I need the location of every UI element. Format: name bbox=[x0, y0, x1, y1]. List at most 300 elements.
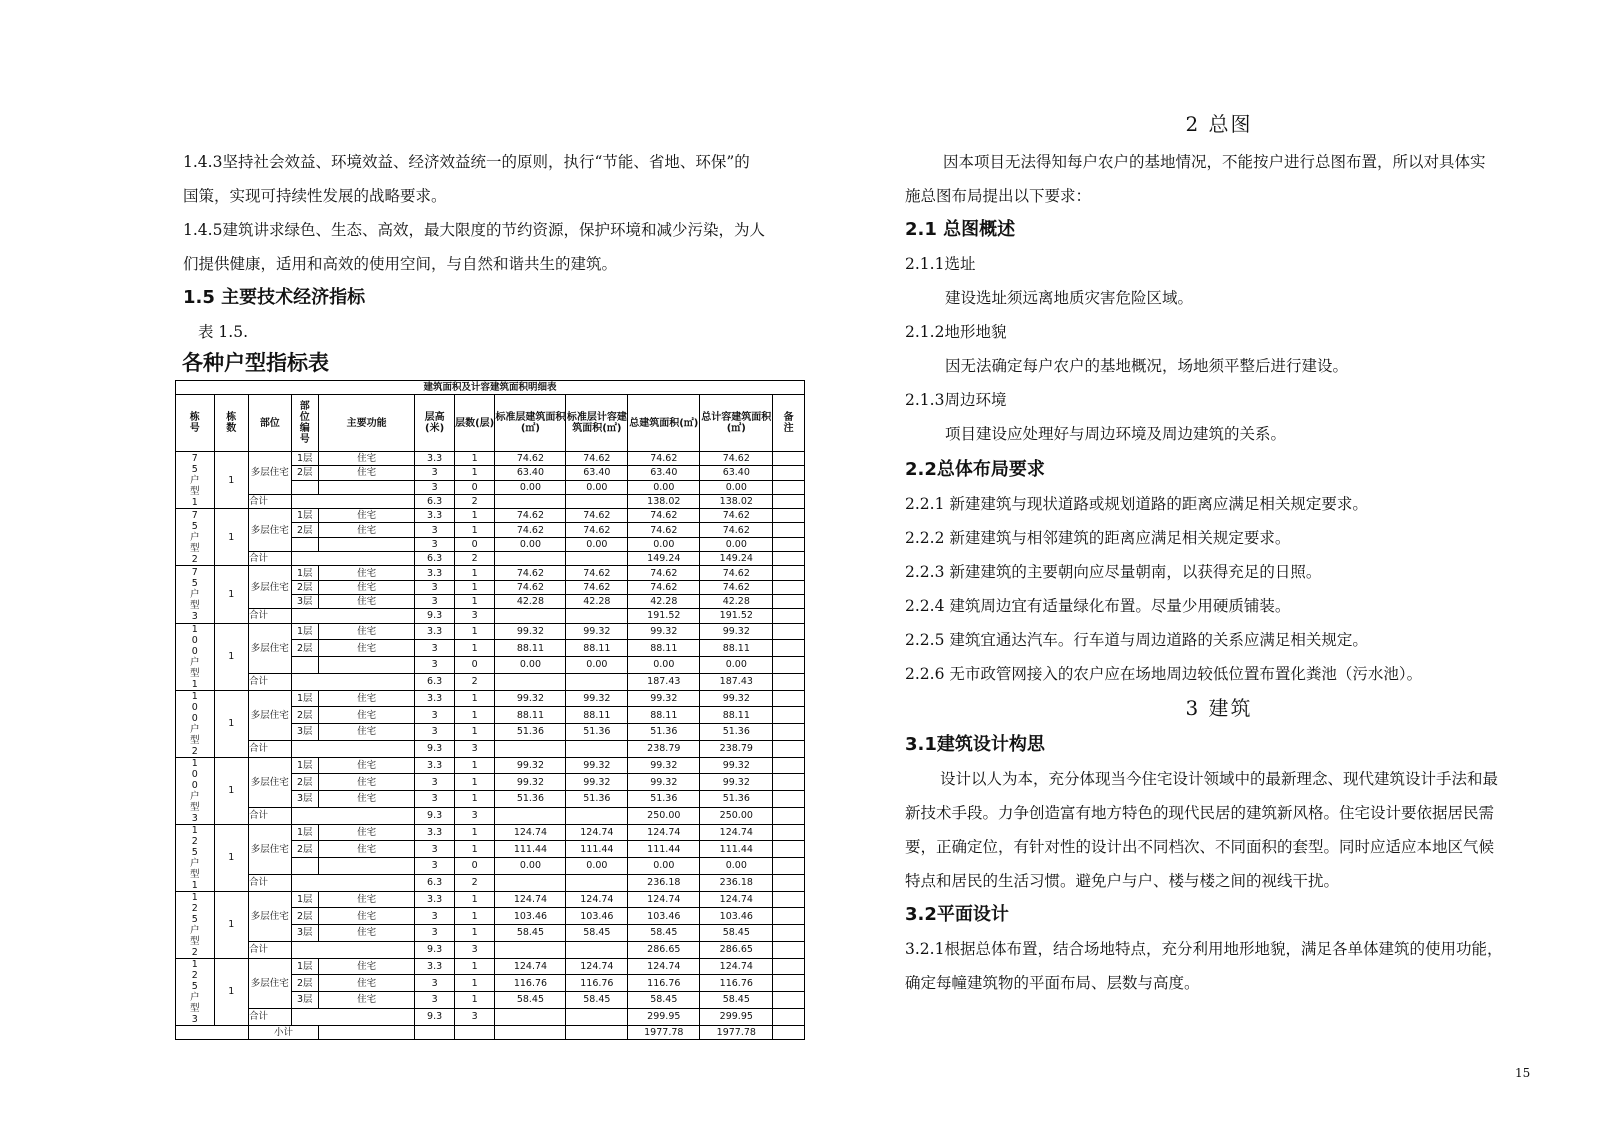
table-cell: 111.44 bbox=[700, 841, 773, 858]
table-cell: 99.32 bbox=[700, 774, 773, 791]
table-cell: 103.46 bbox=[495, 908, 566, 925]
part-cell: 多层住宅 bbox=[249, 509, 292, 552]
table-cell: 74.62 bbox=[700, 452, 773, 466]
table-cell: 58.45 bbox=[566, 925, 628, 942]
table-cell: 88.11 bbox=[495, 640, 566, 657]
table-cell: 1 bbox=[454, 824, 495, 841]
unit-count-cell: 1 bbox=[214, 690, 248, 757]
table-cell: 住宅 bbox=[318, 925, 414, 942]
table-cell: 2层 bbox=[291, 707, 318, 724]
requirement-2-2-3: 2.2.3 新建建筑的主要朝向应尽量朝南，以获得充足的日照。 bbox=[905, 563, 1322, 581]
table-cell: 299.95 bbox=[628, 1008, 700, 1025]
table-cell: 51.36 bbox=[566, 791, 628, 808]
table-header-cell: 标准层计容建筑面积(㎡) bbox=[566, 395, 628, 452]
table-cell: 74.62 bbox=[628, 523, 700, 537]
table-header-cell: 总建筑面积(㎡) bbox=[628, 395, 700, 452]
table-cell: 124.74 bbox=[566, 958, 628, 975]
table-cell bbox=[773, 958, 805, 975]
unit-count-cell: 1 bbox=[214, 891, 248, 958]
table-cell: 0.00 bbox=[566, 858, 628, 875]
table-cell: 1 bbox=[454, 509, 495, 523]
unit-count-cell: 1 bbox=[214, 623, 248, 690]
subsection-2-1-2-text: 因无法确定每户农户的基地概况，场地须平整后进行建设。 bbox=[945, 357, 1349, 375]
table-cell: 3 bbox=[415, 791, 455, 808]
table-cell bbox=[318, 858, 414, 875]
table-header-cell: 部位编号 bbox=[291, 395, 318, 452]
table-cell: 2 bbox=[454, 552, 495, 566]
table-cell bbox=[291, 1008, 415, 1025]
table-cell: 2层 bbox=[291, 466, 318, 480]
table-cell: 111.44 bbox=[566, 841, 628, 858]
table-cell: 2层 bbox=[291, 975, 318, 992]
table-cell: 58.45 bbox=[700, 925, 773, 942]
subsection-2-1-1: 2.1.1选址 bbox=[905, 255, 976, 273]
table-cell: 3.3 bbox=[415, 757, 455, 774]
table-cell bbox=[495, 673, 566, 690]
unit-type-cell: 75户型2 bbox=[176, 509, 215, 566]
table-cell: 74.62 bbox=[495, 566, 566, 580]
para-3-2-line2: 确定每幢建筑物的平面布局、层数与高度。 bbox=[905, 974, 1200, 992]
table-cell bbox=[566, 552, 628, 566]
table-cell bbox=[773, 452, 805, 466]
table-cell: 74.62 bbox=[566, 452, 628, 466]
table-cell bbox=[773, 1025, 805, 1039]
subsection-2-1-2: 2.1.2地形地貌 bbox=[905, 323, 1007, 341]
table-cell bbox=[495, 740, 566, 757]
total-label-cell: 合计 bbox=[249, 673, 292, 690]
section-heading-2-1: 2.1 总图概述 bbox=[905, 219, 1016, 240]
table-cell: 住宅 bbox=[318, 690, 414, 707]
intro-line1: 因本项目无法得知每户农户的基地情况，不能按户进行总图布置，所以对具体实 bbox=[943, 153, 1486, 171]
section-heading-3-1: 3.1建筑设计构思 bbox=[905, 734, 1045, 755]
table-cell bbox=[773, 609, 805, 623]
table-cell bbox=[415, 1025, 455, 1039]
subtotal-capacity-cell: 1977.78 bbox=[700, 1025, 773, 1039]
paragraph-1-4-3-line2: 国策，实现可持续性发展的战略要求。 bbox=[183, 187, 447, 205]
table-cell: 74.62 bbox=[566, 566, 628, 580]
table-cell bbox=[773, 1008, 805, 1025]
table-cell bbox=[566, 941, 628, 958]
table-cell: 3 bbox=[454, 1008, 495, 1025]
table-cell: 1 bbox=[454, 523, 495, 537]
table-cell: 42.28 bbox=[495, 594, 566, 608]
table-cell bbox=[773, 594, 805, 608]
table-cell: 63.40 bbox=[700, 466, 773, 480]
table-cell: 0.00 bbox=[495, 657, 566, 674]
table-header-cell: 栋号 bbox=[176, 395, 215, 452]
total-label-cell: 合计 bbox=[249, 494, 292, 508]
table-header-cell: 栋数 bbox=[214, 395, 248, 452]
table-cell bbox=[291, 941, 415, 958]
part-cell: 多层住宅 bbox=[249, 891, 292, 941]
table-cell bbox=[773, 724, 805, 741]
table-cell bbox=[291, 552, 415, 566]
page-number: 15 bbox=[1515, 1066, 1531, 1080]
unit-type-cell: 125户型2 bbox=[176, 891, 215, 958]
table-cell: 124.74 bbox=[495, 824, 566, 841]
table-row bbox=[176, 452, 805, 466]
part-cell: 多层住宅 bbox=[249, 757, 292, 807]
total-label-cell: 合计 bbox=[249, 807, 292, 824]
table-cell bbox=[773, 657, 805, 674]
table-cell bbox=[495, 494, 566, 508]
table-cell bbox=[773, 791, 805, 808]
table-cell bbox=[291, 858, 318, 875]
table-cell: 74.62 bbox=[700, 566, 773, 580]
table-cell bbox=[773, 740, 805, 757]
table-cell: 1 bbox=[454, 640, 495, 657]
table-cell: 6.3 bbox=[415, 673, 455, 690]
table-cell: 1 bbox=[454, 757, 495, 774]
table-cell: 3 bbox=[415, 841, 455, 858]
table-cell: 1 bbox=[454, 992, 495, 1009]
table-cell: 238.79 bbox=[628, 740, 700, 757]
table-cell bbox=[291, 874, 415, 891]
table-cell: 74.62 bbox=[628, 580, 700, 594]
table-cell: 111.44 bbox=[495, 841, 566, 858]
total-label-cell: 合计 bbox=[249, 941, 292, 958]
table-cell: 住宅 bbox=[318, 757, 414, 774]
unit-type-cell: 100户型2 bbox=[176, 690, 215, 757]
table-cell: 236.18 bbox=[700, 874, 773, 891]
table-cell: 124.74 bbox=[495, 958, 566, 975]
table-cell: 3 bbox=[415, 724, 455, 741]
table-cell bbox=[566, 807, 628, 824]
para-3-1-line1: 设计以人为本，充分体现当今住宅设计领域中的最新理念、现代建筑设计手法和最 bbox=[940, 770, 1499, 788]
table-row bbox=[176, 958, 805, 975]
table-cell: 250.00 bbox=[628, 807, 700, 824]
table-cell: 51.36 bbox=[628, 791, 700, 808]
table-cell: 1 bbox=[454, 452, 495, 466]
table-row bbox=[176, 824, 805, 841]
table-cell: 3 bbox=[415, 858, 455, 875]
table-body bbox=[176, 452, 805, 1040]
table-cell: 3 bbox=[415, 657, 455, 674]
table-cell bbox=[291, 609, 415, 623]
table-cell: 3.3 bbox=[415, 452, 455, 466]
table-cell: 99.32 bbox=[495, 690, 566, 707]
table-cell: 124.74 bbox=[628, 958, 700, 975]
table-cell: 74.62 bbox=[700, 523, 773, 537]
table-cell: 286.65 bbox=[628, 941, 700, 958]
table-cell: 99.32 bbox=[566, 690, 628, 707]
table-cell: 0.00 bbox=[495, 858, 566, 875]
table-cell bbox=[291, 537, 318, 551]
table-cell bbox=[773, 925, 805, 942]
table-cell: 1 bbox=[454, 958, 495, 975]
table-cell: 3.3 bbox=[415, 824, 455, 841]
table-cell: 6.3 bbox=[415, 552, 455, 566]
part-cell: 多层住宅 bbox=[249, 958, 292, 1008]
table-cell: 111.44 bbox=[628, 841, 700, 858]
table-cell bbox=[291, 740, 415, 757]
table-cell bbox=[773, 640, 805, 657]
unit-type-cell: 125户型3 bbox=[176, 958, 215, 1025]
table-row bbox=[176, 891, 805, 908]
table-cell: 3层 bbox=[291, 594, 318, 608]
table-cell: 124.74 bbox=[566, 824, 628, 841]
table-cell bbox=[176, 1025, 249, 1039]
table-cell: 3 bbox=[415, 908, 455, 925]
table-header-row bbox=[176, 395, 805, 452]
paragraph-1-4-3-line1: 1.4.3坚持社会效益、环境效益、经济效益统一的原则，执行“节能、省地、环保”的 bbox=[183, 153, 750, 171]
table-cell: 0 bbox=[454, 858, 495, 875]
requirement-2-2-4: 2.2.4 建筑周边宜有适量绿化布置。尽量少用硬质铺装。 bbox=[905, 597, 1291, 615]
table-cell bbox=[291, 673, 415, 690]
table-cell: 74.62 bbox=[628, 566, 700, 580]
table-row-total bbox=[176, 874, 805, 891]
table-cell: 3 bbox=[415, 580, 455, 594]
table-cell bbox=[495, 552, 566, 566]
table-cell: 1层 bbox=[291, 566, 318, 580]
table-row-total bbox=[176, 740, 805, 757]
table-cell: 住宅 bbox=[318, 640, 414, 657]
table-cell: 51.36 bbox=[495, 791, 566, 808]
table-cell: 149.24 bbox=[700, 552, 773, 566]
table-header-cell: 备注 bbox=[773, 395, 805, 452]
table-row-total bbox=[176, 609, 805, 623]
table-cell: 99.32 bbox=[628, 774, 700, 791]
table-cell: 187.43 bbox=[628, 673, 700, 690]
table-cell: 0.00 bbox=[628, 657, 700, 674]
table-cell: 0.00 bbox=[495, 480, 566, 494]
table-row-total bbox=[176, 807, 805, 824]
table-cell: 3层 bbox=[291, 992, 318, 1009]
para-3-2-line1: 3.2.1根据总体布置，结合场地特点，充分利用地形地貌，满足各单体建筑的使用功能， bbox=[905, 940, 1503, 958]
table-cell: 住宅 bbox=[318, 958, 414, 975]
table-cell bbox=[495, 1025, 566, 1039]
table-cell: 74.62 bbox=[566, 509, 628, 523]
table-cell: 1 bbox=[454, 623, 495, 640]
table-cell: 1 bbox=[454, 466, 495, 480]
table-cell: 236.18 bbox=[628, 874, 700, 891]
requirement-2-2-5: 2.2.5 建筑宜通达汽车。行车道与周边道路的关系应满足相关规定。 bbox=[905, 631, 1368, 649]
table-row-total bbox=[176, 941, 805, 958]
unit-type-cell: 75户型1 bbox=[176, 452, 215, 509]
para-3-1-line2: 新技术手段。力争创造富有地方特色的现代民居的建筑新风格。住宅设计要依据居民需 bbox=[905, 804, 1495, 822]
unit-count-cell: 1 bbox=[214, 452, 248, 509]
paragraph-1-4-5-line1: 1.4.5建筑讲求绿色、生态、高效，最大限度的节约资源，保护环境和减少污染，为人 bbox=[183, 221, 765, 239]
table-header-cell: 主要功能 bbox=[318, 395, 414, 452]
section-heading-3-2: 3.2平面设计 bbox=[905, 904, 1009, 925]
table-cell: 住宅 bbox=[318, 594, 414, 608]
table-cell: 住宅 bbox=[318, 566, 414, 580]
table-cell: 住宅 bbox=[318, 824, 414, 841]
table-cell: 116.76 bbox=[495, 975, 566, 992]
table-cell: 88.11 bbox=[700, 640, 773, 657]
table-cell bbox=[318, 480, 414, 494]
table-cell: 住宅 bbox=[318, 791, 414, 808]
table-cell: 住宅 bbox=[318, 509, 414, 523]
table-cell bbox=[773, 690, 805, 707]
table-cell: 124.74 bbox=[700, 824, 773, 841]
table-row-total bbox=[176, 552, 805, 566]
table-cell: 3 bbox=[454, 941, 495, 958]
requirement-2-2-1: 2.2.1 新建建筑与现状道路或规划道路的距离应满足相关规定要求。 bbox=[905, 495, 1368, 513]
table-cell: 51.36 bbox=[700, 724, 773, 741]
table-cell: 124.74 bbox=[700, 891, 773, 908]
table-cell: 74.62 bbox=[495, 580, 566, 594]
table-cell: 2 bbox=[454, 494, 495, 508]
table-cell: 3层 bbox=[291, 925, 318, 942]
table-header-cell: 层高(米) bbox=[415, 395, 455, 452]
table-cell: 3 bbox=[415, 594, 455, 608]
table-cell: 99.32 bbox=[495, 623, 566, 640]
part-cell: 多层住宅 bbox=[249, 452, 292, 495]
table-cell: 9.3 bbox=[415, 740, 455, 757]
table-cell: 58.45 bbox=[495, 925, 566, 942]
table-cell: 1 bbox=[454, 841, 495, 858]
table-row bbox=[176, 623, 805, 640]
table-cell: 149.24 bbox=[628, 552, 700, 566]
table-cell: 124.74 bbox=[700, 958, 773, 975]
subsection-2-1-3-text: 项目建设应处理好与周边环境及周边建筑的关系。 bbox=[945, 425, 1287, 443]
table-cell bbox=[291, 657, 318, 674]
table-cell: 99.32 bbox=[566, 774, 628, 791]
table-cell: 3 bbox=[415, 925, 455, 942]
table-cell: 1 bbox=[454, 690, 495, 707]
unit-count-cell: 1 bbox=[214, 509, 248, 566]
table-cell: 6.3 bbox=[415, 494, 455, 508]
table-cell: 3 bbox=[415, 975, 455, 992]
chapter-heading-2: 2 总图 bbox=[1185, 112, 1253, 136]
table-cell bbox=[773, 537, 805, 551]
table-cell: 138.02 bbox=[700, 494, 773, 508]
table-cell: 1 bbox=[454, 925, 495, 942]
table-header-cell: 标准层建筑面积(㎡) bbox=[495, 395, 566, 452]
table-cell bbox=[773, 975, 805, 992]
table-cell: 3 bbox=[415, 537, 455, 551]
table-cell: 9.3 bbox=[415, 941, 455, 958]
table-cell: 1 bbox=[454, 908, 495, 925]
table-cell: 住宅 bbox=[318, 975, 414, 992]
table-cell: 124.74 bbox=[628, 891, 700, 908]
table-cell: 88.11 bbox=[566, 640, 628, 657]
table-cell: 99.32 bbox=[700, 690, 773, 707]
table-caption: 建筑面积及计容建筑面积明细表 bbox=[176, 381, 805, 395]
table-cell: 3 bbox=[454, 609, 495, 623]
table-cell bbox=[495, 1008, 566, 1025]
table-cell: 1层 bbox=[291, 958, 318, 975]
subtotal-label-cell: 小计 bbox=[249, 1025, 319, 1039]
table-cell: 0.00 bbox=[628, 858, 700, 875]
table-cell bbox=[495, 874, 566, 891]
table-cell: 0.00 bbox=[566, 657, 628, 674]
table-cell: 住宅 bbox=[318, 623, 414, 640]
table-cell: 99.32 bbox=[495, 757, 566, 774]
table-cell: 1层 bbox=[291, 891, 318, 908]
table-cell: 63.40 bbox=[566, 466, 628, 480]
table-cell: 0.00 bbox=[495, 537, 566, 551]
table-cell: 99.32 bbox=[700, 623, 773, 640]
table-cell bbox=[566, 1025, 628, 1039]
table-cell: 42.28 bbox=[628, 594, 700, 608]
total-label-cell: 合计 bbox=[249, 1008, 292, 1025]
indicator-table bbox=[175, 380, 805, 1040]
table-cell bbox=[773, 509, 805, 523]
table-cell: 住宅 bbox=[318, 523, 414, 537]
table-cell bbox=[566, 494, 628, 508]
table-cell bbox=[773, 891, 805, 908]
table-cell bbox=[495, 609, 566, 623]
table-cell: 1 bbox=[454, 891, 495, 908]
table-cell: 191.52 bbox=[700, 609, 773, 623]
table-cell: 51.36 bbox=[566, 724, 628, 741]
table-cell: 0 bbox=[454, 480, 495, 494]
table-cell: 63.40 bbox=[628, 466, 700, 480]
table-cell: 99.32 bbox=[700, 757, 773, 774]
table-cell: 1 bbox=[454, 791, 495, 808]
table-cell: 0 bbox=[454, 537, 495, 551]
table-cell bbox=[566, 740, 628, 757]
table-cell: 9.3 bbox=[415, 609, 455, 623]
table-cell: 住宅 bbox=[318, 466, 414, 480]
table-cell: 99.32 bbox=[566, 623, 628, 640]
table-cell bbox=[773, 673, 805, 690]
table-cell: 1 bbox=[454, 975, 495, 992]
requirement-2-2-6: 2.2.6 无市政管网接入的农户应在场地周边较低位置布置化粪池（污水池）。 bbox=[905, 665, 1423, 683]
table-cell: 191.52 bbox=[628, 609, 700, 623]
table-cell: 1层 bbox=[291, 757, 318, 774]
table-cell: 58.45 bbox=[700, 992, 773, 1009]
table-cell: 住宅 bbox=[318, 774, 414, 791]
table-cell: 51.36 bbox=[700, 791, 773, 808]
table-cell: 103.46 bbox=[628, 908, 700, 925]
section-heading-1-5: 1.5 主要技术经济指标 bbox=[183, 287, 366, 308]
table-cell: 63.40 bbox=[495, 466, 566, 480]
subtotal-area-cell: 1977.78 bbox=[628, 1025, 700, 1039]
table-row-subtotal bbox=[176, 1025, 805, 1039]
table-cell: 99.32 bbox=[628, 623, 700, 640]
table-cell: 74.62 bbox=[628, 509, 700, 523]
table-cell: 3 bbox=[415, 774, 455, 791]
table-cell: 1 bbox=[454, 724, 495, 741]
table-cell bbox=[291, 807, 415, 824]
table-cell: 3 bbox=[454, 807, 495, 824]
table-cell: 2层 bbox=[291, 774, 318, 791]
table-cell: 99.32 bbox=[628, 757, 700, 774]
table-cell bbox=[773, 941, 805, 958]
total-label-cell: 合计 bbox=[249, 874, 292, 891]
table-cell: 124.74 bbox=[628, 824, 700, 841]
table-label: 表 1.5. bbox=[198, 323, 249, 341]
part-cell: 多层住宅 bbox=[249, 690, 292, 740]
table-cell bbox=[773, 566, 805, 580]
total-label-cell: 合计 bbox=[249, 609, 292, 623]
table-cell: 1 bbox=[454, 580, 495, 594]
table-header-cell: 层数(层) bbox=[454, 395, 495, 452]
table-cell: 103.46 bbox=[700, 908, 773, 925]
subsection-2-1-3: 2.1.3周边环境 bbox=[905, 391, 1007, 409]
table-cell bbox=[773, 623, 805, 640]
unit-type-cell: 100户型3 bbox=[176, 757, 215, 824]
chapter-heading-3: 3 建筑 bbox=[1185, 696, 1253, 720]
table-cell bbox=[566, 609, 628, 623]
table-cell: 88.11 bbox=[566, 707, 628, 724]
table-cell: 0.00 bbox=[628, 537, 700, 551]
table-cell: 2层 bbox=[291, 523, 318, 537]
table-cell: 1 bbox=[454, 774, 495, 791]
table-cell bbox=[773, 757, 805, 774]
unit-count-cell: 1 bbox=[214, 757, 248, 824]
table-cell: 51.36 bbox=[628, 724, 700, 741]
unit-count-cell: 1 bbox=[214, 566, 248, 623]
table-cell bbox=[291, 480, 318, 494]
table-cell bbox=[773, 992, 805, 1009]
table-cell: 3.3 bbox=[415, 891, 455, 908]
part-cell: 多层住宅 bbox=[249, 566, 292, 609]
table-cell: 3.3 bbox=[415, 958, 455, 975]
